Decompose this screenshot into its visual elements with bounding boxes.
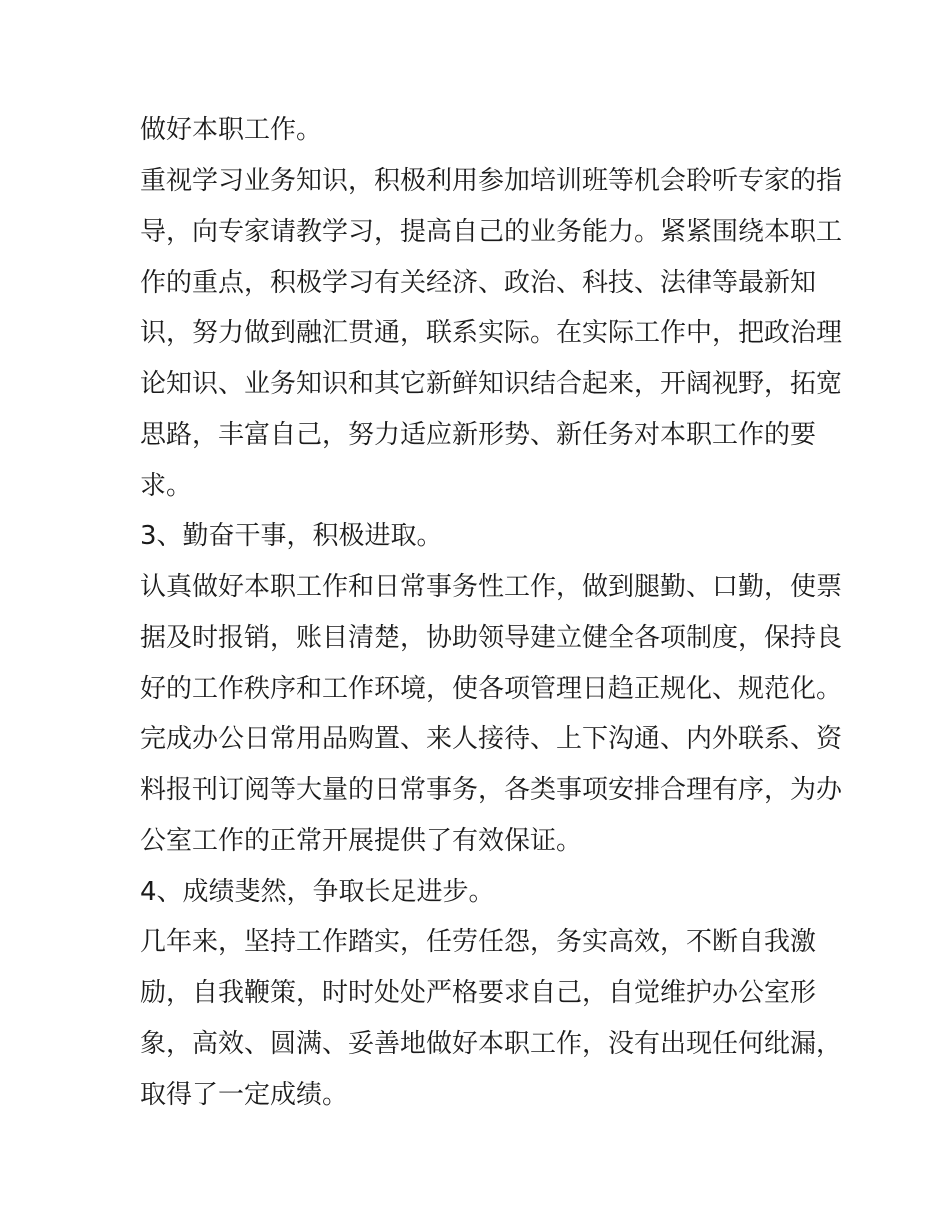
text-line: 据及时报销，账目清楚，协助领导建立健全各项制度，保持良 xyxy=(140,623,843,653)
text-line: 几年来，坚持工作踏实，任劳任怨，务实高效，不断自我激 xyxy=(140,927,817,957)
text-line: 思路，丰富自己，努力适应新形势、新任务对本职工作的要 xyxy=(140,420,817,450)
text-line: 作的重点，积极学习有关经济、政治、科技、法律等最新知 xyxy=(140,268,817,298)
text-line: 论知识、业务知识和其它新鲜知识结合起来，开阔视野，拓宽 xyxy=(140,369,843,399)
text-line: 取得了一定成绩。 xyxy=(140,1080,349,1110)
text-line: 重视学习业务知识，积极利用参加培训班等机会聆听专家的指 xyxy=(140,166,843,196)
text-line: 导，向专家请教学习，提高自己的业务能力。紧紧围绕本职工 xyxy=(140,217,843,247)
section-heading: 3、勤奋干事，积极进取。 xyxy=(140,521,443,551)
text-line: 识，努力做到融汇贯通，联系实际。在实际工作中，把政治理 xyxy=(140,318,843,348)
text-line: 励，自我鞭策，时时处处严格要求自己，自觉维护办公室形 xyxy=(140,978,817,1008)
text-line: 料报刊订阅等大量的日常事务，各类事项安排合理有序，为办 xyxy=(140,775,843,805)
text-line: 公室工作的正常开展提供了有效保证。 xyxy=(140,826,583,856)
text-line: 做好本职工作。 xyxy=(140,115,323,145)
section-heading: 4、成绩斐然，争取长足进步。 xyxy=(140,877,495,907)
text-line: 认真做好本职工作和日常事务性工作，做到腿勤、口勤，使票 xyxy=(140,572,843,602)
text-line: 求。 xyxy=(140,471,193,501)
text-line: 完成办公日常用品购置、来人接待、上下沟通、内外联系、资 xyxy=(140,724,843,754)
text-line: 好的工作秩序和工作环境，使各项管理日趋正规化、规范化。 xyxy=(140,674,843,704)
text-line: 象，高效、圆满、妥善地做好本职工作，没有出现任何纰漏， xyxy=(140,1029,843,1059)
